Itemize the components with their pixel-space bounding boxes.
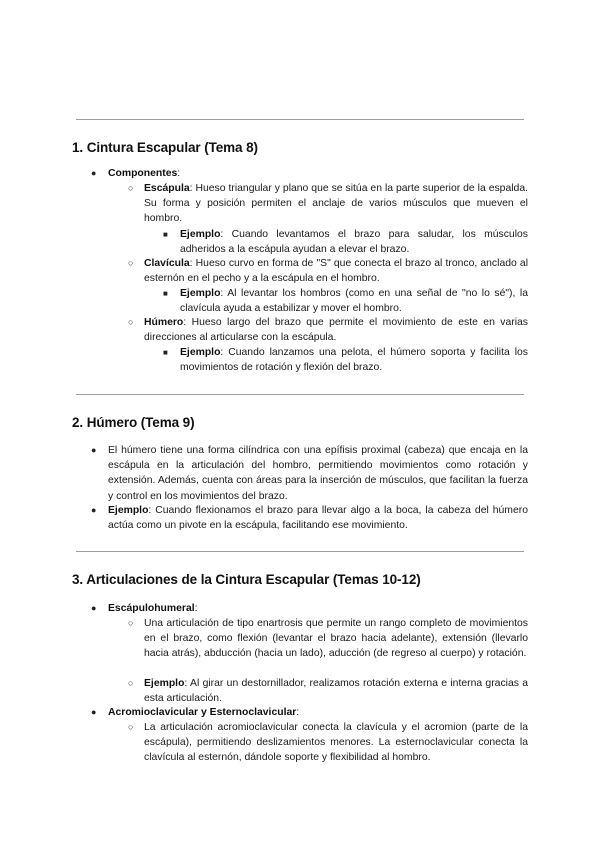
list-item-escapula-ejemplo: Ejemplo: Cuando levantamos el brazo para saludar, los músculos adheridos a la escápula ayudan a elevar el brazo. [180,229,528,256]
escapula-label: Escápula [144,183,190,194]
divider-top [76,119,524,120]
circle-marker: ○ [128,722,134,732]
bullet-marker: ● [91,505,97,515]
square-marker: ■ [163,348,168,357]
list-item-escapulohumeral: Escápulohumeral: [108,603,198,614]
bullet-marker: ● [91,707,97,717]
componentes-label: Componentes [108,168,178,179]
list-item-escapulohumeral-ejemplo: Ejemplo: Al girar un destornillador, realizamos rotación externa e interna gracias a esta articulación. [144,678,528,705]
circle-marker: ○ [128,678,134,688]
humero-label: Húmero [144,317,184,328]
section-3-title: 3. Articulaciones de la Cintura Escapular (Temas 10-12) [72,572,421,587]
ejemplo-label: Ejemplo [180,229,221,240]
list-item-clavicula-ejemplo: Ejemplo: Al levantar los hombros (como en una señal de "no lo sé"), la clavícula ayuda a estabilizar y mover el hombro. [180,288,528,315]
list-item-componentes: Componentes: [108,168,181,179]
list-item-acromioclavicular: Acromioclavicular y Esternoclavicular: [108,707,300,718]
square-marker: ■ [163,230,168,239]
circle-marker: ○ [128,258,134,268]
ejemplo-label: Ejemplo [180,347,221,358]
list-item-escapulohumeral-text: Una articulación de tipo enartrosis que permite un rango completo de movimientos en el brazo, como flexión (levantar el brazo hacia adelante), extensión (llevarlo hacia atrás), abducción (hacia un lado), aducción (de regreso al cuerpo) y rotación. [144,618,528,660]
bullet-marker: ● [91,445,97,455]
ejemplo-label: Ejemplo [144,678,185,689]
bullet-marker: ● [91,603,97,613]
acromioclavicular-label: Acromioclavicular y Esternoclavicular [108,707,297,718]
ejemplo-label: Ejemplo [180,288,221,299]
square-marker: ■ [163,289,168,298]
section-2-title: 2. Húmero (Tema 9) [72,415,195,430]
list-item-humero-description: El húmero tiene una forma cilíndrica con una epífisis proximal (cabeza) que encaja en la escápula en la articulación del hombro, permitiendo movimientos como rotación y extensión. Además, cuenta con áreas para la inserción de músculos, que facilitan la fuerza y control en los movimientos del brazo. [108,445,528,502]
circle-marker: ○ [128,183,134,193]
divider-2 [76,551,524,552]
list-item-escapula: Escápula: Hueso triangular y plano que se sitúa en la parte superior de la espalda. Su forma y posición permiten el anclaje de varios músculos que mueven el hombro. [144,183,528,225]
circle-marker: ○ [128,618,134,628]
list-item-acromioclavicular-text: La articulación acromioclavicular conecta la clavícula y el acromion (parte de la escápula), permitiendo deslizamientos menores. La esternoclavicular conecta la clavícula al esternón, dándole soporte y flexibilidad al hombro. [144,722,528,764]
list-item-humero-ejemplo: Ejemplo: Cuando flexionamos el brazo para llevar algo a la boca, la cabeza del húmero actúa como un pivote en la escápula, facilitando ese movimiento. [108,505,528,532]
clavicula-label: Clavícula [144,258,190,269]
divider-1 [76,394,524,395]
section-1-title: 1. Cintura Escapular (Tema 8) [72,140,258,155]
list-item-humero-ejemplo: Ejemplo: Cuando lanzamos una pelota, el húmero soporta y facilita los movimientos de rotación y flexión del brazo. [180,347,528,374]
ejemplo-label: Ejemplo [108,505,149,516]
bullet-marker: ● [91,168,97,178]
circle-marker: ○ [128,317,134,327]
list-item-clavicula: Clavícula: Hueso curvo en forma de "S" que conecta el brazo al tronco, anclado al esternón en el pecho y a la escápula en el hombro. [144,258,528,285]
escapulohumeral-label: Escápulohumeral [108,603,195,614]
list-item-humero: Húmero: Hueso largo del brazo que permite el movimiento de este en varias direcciones al articularse con la escápula. [144,317,528,344]
